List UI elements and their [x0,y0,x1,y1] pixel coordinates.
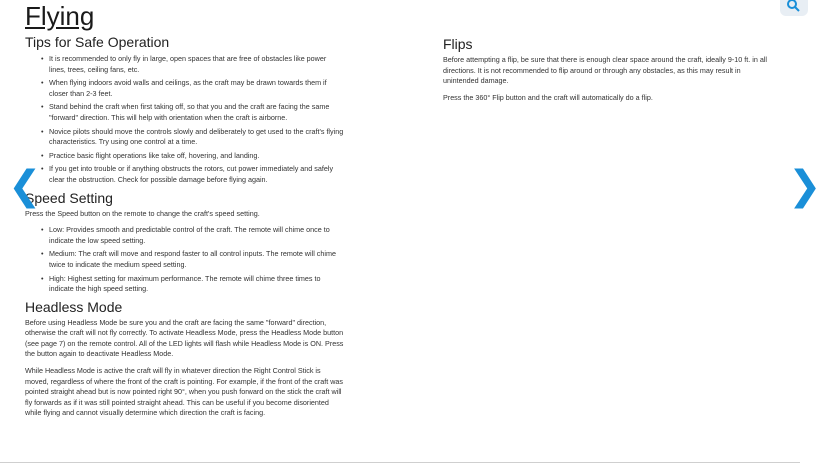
headless-paragraph-1: Before using Headless Mode be sure you and the craft are facing the same "forward" direction, otherwise the craft will not fly correctly. To activate Headless Mode, press the Headless Mode button (see page 7) on the remote control. All of the LED lights will flash while Headless Mode is ON. Press the button again to deactivate Headless Mode. [25,317,344,359]
bottom-divider [0,462,800,471]
list-item: • Practice basic flight operations like take off, hovering, and landing. [41,151,345,162]
headless-section [25,299,345,419]
flips-paragraph-2: Press the 360° Flip button and the craft will automatically do a flip. [443,92,653,102]
left-column [25,34,345,425]
speed-intro: Press the Speed button on the remote to change the craft's speed setting. [25,208,260,218]
page-title: Flying [25,1,95,31]
flips-section [443,36,773,103]
tips-list [25,54,345,186]
list-item: • If you get into trouble or if anything obstructs the rotors, cut power immediately and safely clear the obstruction. Check for possible damage before flying again. [41,164,345,185]
headless-paragraph-2: While Headless Mode is active the craft will fly in whatever direction the Right Control Stick is moved, regardless of where the front of the craft is pointing. For example, if the front of the craft was pointed straight ahead but is now pointed right 90°, when you push forward on the stick the craft will fly forwards as if it was still pointed straight ahead. This can be useful if you become disoriented while flying and cannot visually determine which direction the craft is facing. [25,366,344,418]
list-item: • Low: Provides smooth and predictable control of the craft. The remote will chime once to indicate the low speed setting. [41,225,345,246]
speed-heading: Speed Setting [25,189,113,206]
list-item: • Novice pilots should move the controls slowly and deliberately to get used to the craft's flying characteristics. Try using one control at a time. [41,127,345,148]
search-icon[interactable] [780,0,808,16]
headless-heading: Headless Mode [25,298,123,315]
speed-list [25,225,345,295]
list-item: • Stand behind the craft when first taking off, so that you and the craft are facing the same "forward" direction. This will help with orientation when the craft is airborne. [41,102,345,123]
tips-section [25,34,345,186]
list-item: • It is recommended to only fly in large, open spaces that are free of obstacles like power lines, trees, ceiling fans, etc. [41,54,345,75]
tips-heading: Tips for Safe Operation [25,34,170,50]
flips-paragraph-1: Before attempting a flip, be sure that there is enough clear space around the craft, ideally 9-10 ft. in all directions. It is not recommended to flip around or through any obstacles, as this may result in unintended damage. [443,55,768,86]
list-item: • Medium: The craft will move and respond faster to all control inputs. The remote will chime twice to indicate the medium speed setting. [41,249,345,270]
list-item: • When flying indoors avoid walls and ceilings, as the craft may be drawn towards them if closer than 2-3 feet. [41,78,345,99]
right-column [443,36,773,109]
flips-heading: Flips [443,36,473,52]
chevron-left-icon[interactable]: ❮ [8,163,42,209]
chevron-right-icon[interactable]: ❯ [788,163,822,209]
list-item: • High: Highest setting for maximum performance. The remote will chime three times to indicate the high speed setting. [41,274,345,295]
speed-section [25,190,345,295]
